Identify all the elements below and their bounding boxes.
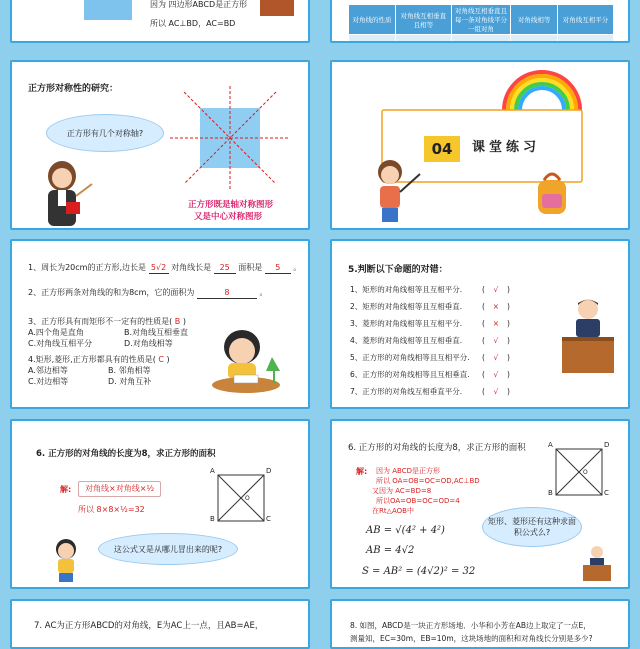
judgement-mark: ( √ ) — [482, 353, 510, 362]
slide-square-diagonal-proof — [10, 0, 310, 43]
question-3: 3、正方形具有而矩形不一定有的性质是( B ) — [28, 317, 186, 326]
answer-line-1: 正方形既是轴对称图形 — [188, 200, 274, 210]
square-diagram — [212, 469, 272, 529]
statement-item: 5、正方形的对角线相等且互相平分. — [350, 353, 470, 362]
slide-exercises-1-4 — [10, 239, 310, 409]
problem-text: 8. 如图，ABCD是一块正方形场地．小华和小芳在AB边上取定了一点E， — [350, 621, 591, 630]
girl-studying-illustration — [208, 327, 288, 397]
statement-item: 3、菱形的对角线相等且互相平分. — [350, 319, 463, 328]
bubble-text: 这公式又是从哪儿冒出来的呢? — [113, 544, 223, 554]
answer-blank: 8 — [197, 288, 257, 299]
mark-value: √ — [493, 387, 499, 396]
table-header: 对角线相等 — [511, 5, 558, 35]
judgement-mark: ( √ ) — [482, 336, 510, 345]
square-diagram — [550, 443, 610, 503]
problem-title: 6. 正方形的对角线的长度为8，求正方形的面积 — [348, 443, 526, 453]
solution-label: 解: — [356, 467, 368, 476]
question-4: 4.矩形,菱形,正方形都具有的性质是( C ) — [28, 355, 170, 364]
answer-blank: 5√2 — [149, 263, 169, 274]
vertex-label: A — [548, 441, 553, 449]
slide-symmetry — [10, 60, 310, 230]
judgement-mark: ( √ ) — [482, 387, 510, 396]
mark-value: × — [492, 302, 500, 311]
answer-choice: C — [158, 355, 164, 364]
statement-item: 1、矩形的对角线相等且互相平分. — [350, 285, 463, 294]
mark-value: √ — [493, 370, 499, 379]
question-2: 2、正方形两条对角线的和为8cm，它的面积为 8 。 — [28, 288, 268, 297]
proof-line-1: 因为 四边形ABCD是正方形 — [150, 0, 248, 9]
solution-label: 解: — [60, 485, 72, 494]
section-number: 04 — [424, 136, 460, 162]
slide-exercise-8 — [330, 599, 630, 649]
answer-blank: 25 — [214, 263, 236, 274]
solution-step: 所以 OA=OB=OC=OD,AC⊥BD — [376, 477, 480, 485]
mark-value: √ — [493, 285, 499, 294]
option: A.四个角是直角 — [28, 328, 84, 337]
judgement-mark: ( √ ) — [482, 370, 510, 379]
problem-text: 测量知，EC=30m，EB=10m，这块场地的面积和对角线长分别是多少? — [350, 634, 593, 643]
proof-line-2: 所以 AC⊥BD，AC=BD — [150, 19, 236, 28]
backpack-illustration — [532, 170, 572, 216]
brick-decoration — [260, 0, 294, 16]
solution-step: 又因为 AC=BD=8 — [372, 487, 432, 495]
question-1: 1、周长为20cm的正方形,边长是 5√2 对角线长是 25 面积是 5 。 — [28, 263, 302, 272]
student-illustration — [368, 158, 428, 228]
bubble-text: 矩形、菱形还有这种求面积公式么? — [488, 517, 576, 537]
table-header: 对角线互相垂直且每一条对角线平分一组对角 — [451, 5, 510, 35]
slide-exercise-7 — [10, 599, 310, 649]
option: B. 邻角相等 — [108, 366, 151, 375]
option: C.对角线互相平分 — [28, 339, 93, 348]
question-bubble — [482, 507, 582, 547]
center-label: O — [245, 495, 250, 502]
vertex-label: B — [210, 515, 215, 523]
solution-step: 所以OA=OB=OC=OD=4 — [376, 497, 460, 505]
vertex-label: D — [604, 441, 610, 449]
problem-title: 6. 正方形的对角线的长度为8，求正方形的面积 — [36, 449, 216, 459]
slide-properties-table — [330, 0, 630, 43]
slide-detailed-solution — [330, 419, 630, 589]
answer-blank: 5 — [265, 263, 291, 274]
option: D. 对角互补 — [108, 377, 152, 386]
judgement-mark: ( √ ) — [482, 285, 510, 294]
teacher-at-podium-illustration — [582, 545, 612, 581]
section-title: 课堂练习 — [472, 140, 541, 155]
statement-item: 6、正方形的对角线相等且互相垂直. — [350, 370, 470, 379]
table-header: 对角线的性质 — [349, 5, 396, 35]
equation-1: AB = √(4² + 4²) — [366, 525, 445, 536]
question-text: 正方形有几个对称轴? — [66, 128, 144, 138]
slide-title: 5.判断以下命题的对错： — [348, 265, 448, 275]
statement-item: 2、矩形的对角线相等且互相垂直. — [350, 302, 463, 311]
mark-value: × — [492, 319, 500, 328]
problem-text: 7. AC为正方形ABCD的对角线，E为AC上一点，且AB=AE， — [34, 621, 264, 631]
option: B.对角线互相垂直 — [124, 328, 189, 337]
judgement-mark: ( × ) — [482, 319, 510, 328]
answer-line-2: 又是中心对称图形 — [194, 212, 263, 222]
equation-3: S = AB² = (4√2)² = 32 — [362, 566, 476, 577]
properties-table — [348, 4, 614, 43]
question-bubble — [98, 533, 238, 565]
vertex-label: C — [604, 489, 609, 497]
vertex-label: A — [210, 467, 215, 475]
mark-value: √ — [493, 336, 499, 345]
teacher-illustration — [40, 158, 100, 228]
square-figure — [84, 0, 132, 20]
option: C.对边相等 — [28, 377, 69, 386]
option: D.对角线相等 — [124, 339, 173, 348]
vertex-label: D — [266, 467, 272, 475]
slide-section-header — [330, 60, 630, 230]
calculation: 所以 8×8×½=32 — [78, 505, 145, 514]
teacher-at-podium-illustration — [558, 297, 618, 377]
judgement-mark: ( × ) — [482, 302, 510, 311]
mark-value: √ — [493, 353, 499, 362]
area-formula: 对角线×对角线×½ — [78, 481, 161, 497]
statement-item: 7、正方形的对角线互相垂直平分. — [350, 387, 463, 396]
table-header: 对角线互相平分 — [558, 5, 614, 35]
vertex-label: B — [548, 489, 553, 497]
table-header: 对角线互相垂直且相等 — [395, 5, 451, 35]
vertex-label: C — [266, 515, 271, 523]
solution-step: 因为 ABCD是正方形 — [376, 467, 440, 475]
answer-choice: B — [174, 317, 181, 326]
option: A.邻边相等 — [28, 366, 68, 375]
solution-step: 在Rt△AOB中 — [372, 507, 414, 515]
slide-diagonal-area-question — [10, 419, 310, 589]
slide-title: 正方形对称性的研究： — [28, 84, 119, 94]
boy-thinking-illustration — [46, 537, 86, 583]
equation-2: AB = 4√2 — [366, 545, 415, 556]
statement-item: 4、菱形的对角线相等且互相垂直. — [350, 336, 463, 345]
slide-true-false — [330, 239, 630, 409]
center-label: O — [583, 469, 588, 476]
